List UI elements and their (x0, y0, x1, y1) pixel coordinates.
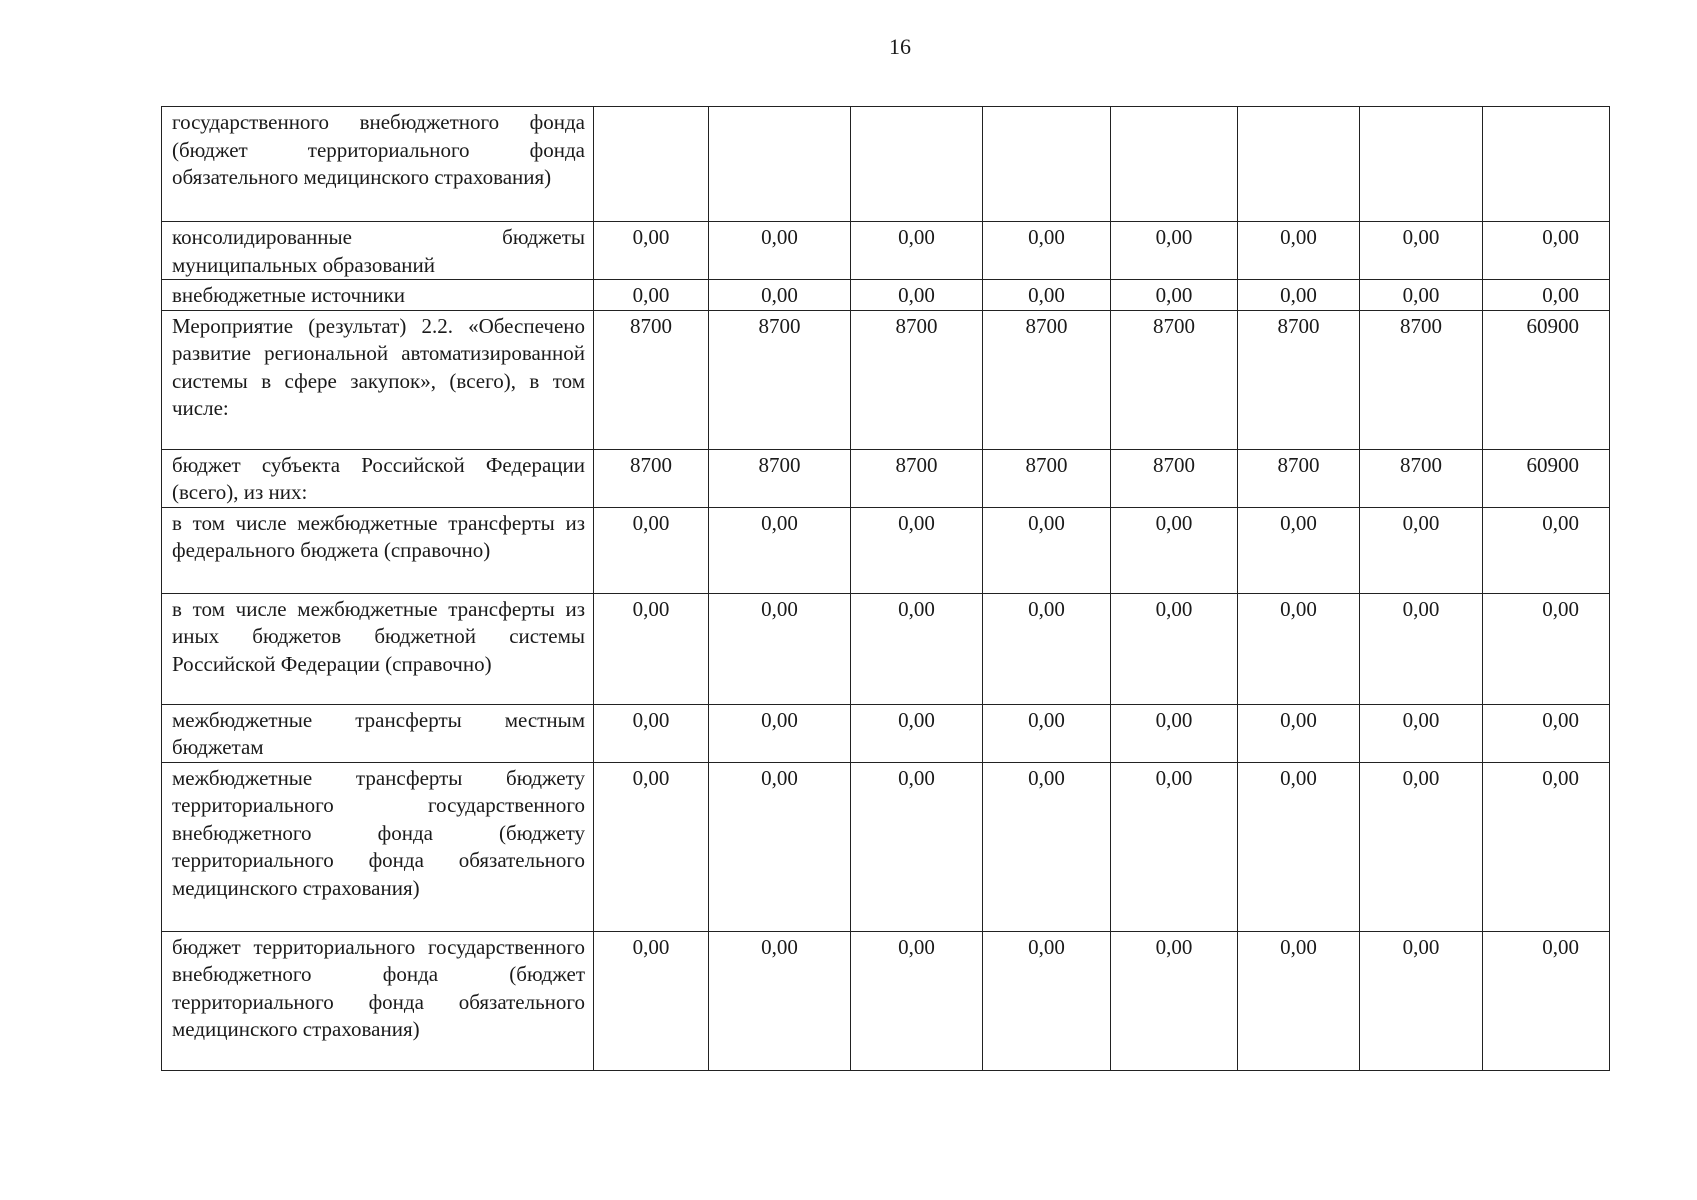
table-cell: 0,00 (983, 507, 1111, 593)
table-cell: 8700 (1360, 310, 1483, 449)
row-label: государственного внебюджетного фонда (бюджет территориального фонда обязательного медицинского страхования) (162, 107, 594, 222)
table-cell: 0,00 (594, 593, 709, 704)
table-cell (709, 107, 851, 222)
table-cell: 8700 (709, 449, 851, 507)
row-label: Мероприятие (результат) 2.2. «Обеспечено развитие региональной автоматизированной системы в сфере закупок», (всего), в том числе: (162, 310, 594, 449)
table-cell: 0,00 (594, 762, 709, 931)
table-cell: 0,00 (1483, 931, 1610, 1070)
table-cell: 0,00 (851, 507, 983, 593)
table-row (162, 593, 1610, 704)
table-cell (983, 107, 1111, 222)
table-row (162, 107, 1610, 222)
table-cell: 0,00 (851, 280, 983, 311)
table-cell: 0,00 (851, 704, 983, 762)
table-row (162, 762, 1610, 931)
table-cell: 8700 (851, 449, 983, 507)
table-cell (1360, 107, 1483, 222)
table-cell: 0,00 (851, 931, 983, 1070)
table-cell: 0,00 (1483, 222, 1610, 280)
table-cell: 8700 (1111, 449, 1238, 507)
table-cell: 60900 (1483, 449, 1610, 507)
table-cell: 0,00 (1238, 762, 1360, 931)
table-cell: 0,00 (1111, 222, 1238, 280)
table-row (162, 704, 1610, 762)
table-cell: 0,00 (1111, 931, 1238, 1070)
table-cell: 8700 (1360, 449, 1483, 507)
table-cell: 8700 (983, 310, 1111, 449)
table-cell (1483, 107, 1610, 222)
table-cell: 0,00 (1238, 704, 1360, 762)
table-cell: 0,00 (1238, 931, 1360, 1070)
page-number: 16 (889, 34, 911, 59)
row-label: бюджет территориального государственного внебюджетного фонда (бюджет территориального фонда обязательного медицинского страхования) (162, 931, 594, 1070)
table-cell: 0,00 (1238, 507, 1360, 593)
table-cell (1238, 107, 1360, 222)
table-cell: 0,00 (1483, 507, 1610, 593)
table-row (162, 222, 1610, 280)
budget-table (161, 106, 1610, 1071)
table-row (162, 449, 1610, 507)
table-row (162, 507, 1610, 593)
row-label: бюджет субъекта Российской Федерации (всего), из них: (162, 449, 594, 507)
table-row (162, 280, 1610, 311)
table-cell: 0,00 (1483, 704, 1610, 762)
table-cell: 0,00 (1360, 704, 1483, 762)
row-label: консолидированные бюджеты муниципальных образований (162, 222, 594, 280)
table-cell: 0,00 (709, 704, 851, 762)
table-row (162, 310, 1610, 449)
table-cell: 0,00 (851, 762, 983, 931)
table-cell: 0,00 (1360, 931, 1483, 1070)
table-row (162, 931, 1610, 1070)
table-cell: 0,00 (1360, 762, 1483, 931)
row-label: межбюджетные трансферты бюджету территориального государственного внебюджетного фонда (бюджету территориального фонда обязательного медицинского страхования) (162, 762, 594, 931)
table-cell: 0,00 (983, 931, 1111, 1070)
table-cell: 0,00 (594, 931, 709, 1070)
table-cell: 0,00 (1111, 704, 1238, 762)
table-cell: 60900 (1483, 310, 1610, 449)
table-cell: 0,00 (1111, 280, 1238, 311)
row-label: в том числе межбюджетные трансферты из федерального бюджета (справочно) (162, 507, 594, 593)
table-cell: 0,00 (1238, 222, 1360, 280)
table-cell: 0,00 (1238, 280, 1360, 311)
table-cell (851, 107, 983, 222)
table-cell (594, 107, 709, 222)
table-cell: 0,00 (1360, 280, 1483, 311)
table-cell: 8700 (709, 310, 851, 449)
table-cell: 0,00 (709, 593, 851, 704)
row-label: межбюджетные трансферты местным бюджетам (162, 704, 594, 762)
table-cell: 0,00 (983, 222, 1111, 280)
table-cell: 0,00 (983, 280, 1111, 311)
table-cell: 0,00 (1360, 507, 1483, 593)
table-cell: 0,00 (709, 931, 851, 1070)
table-cell: 0,00 (851, 593, 983, 704)
table-cell: 0,00 (1483, 593, 1610, 704)
table-cell: 8700 (1238, 310, 1360, 449)
table-cell: 0,00 (983, 593, 1111, 704)
table-cell: 0,00 (983, 704, 1111, 762)
table-cell: 0,00 (709, 507, 851, 593)
table-cell: 0,00 (594, 222, 709, 280)
table-cell: 0,00 (983, 762, 1111, 931)
row-label: в том числе межбюджетные трансферты из иных бюджетов бюджетной системы Российской Федерации (справочно) (162, 593, 594, 704)
table-cell: 0,00 (709, 762, 851, 931)
table-cell: 0,00 (709, 280, 851, 311)
table-cell: 0,00 (709, 222, 851, 280)
table-cell: 0,00 (1360, 593, 1483, 704)
row-label: внебюджетные источники (162, 280, 594, 311)
table-cell: 8700 (594, 310, 709, 449)
table-cell: 0,00 (1111, 762, 1238, 931)
table-cell: 0,00 (1111, 593, 1238, 704)
table-cell: 0,00 (1111, 507, 1238, 593)
table-cell: 8700 (983, 449, 1111, 507)
table-cell: 8700 (851, 310, 983, 449)
table-cell: 0,00 (594, 280, 709, 311)
table-cell (1111, 107, 1238, 222)
table-cell: 0,00 (1483, 762, 1610, 931)
table-cell: 0,00 (1238, 593, 1360, 704)
table-cell: 8700 (1111, 310, 1238, 449)
table-cell: 0,00 (1483, 280, 1610, 311)
table-cell: 8700 (1238, 449, 1360, 507)
table-cell: 0,00 (851, 222, 983, 280)
table-cell: 0,00 (594, 704, 709, 762)
table-cell: 0,00 (594, 507, 709, 593)
table-cell: 8700 (594, 449, 709, 507)
table-cell: 0,00 (1360, 222, 1483, 280)
